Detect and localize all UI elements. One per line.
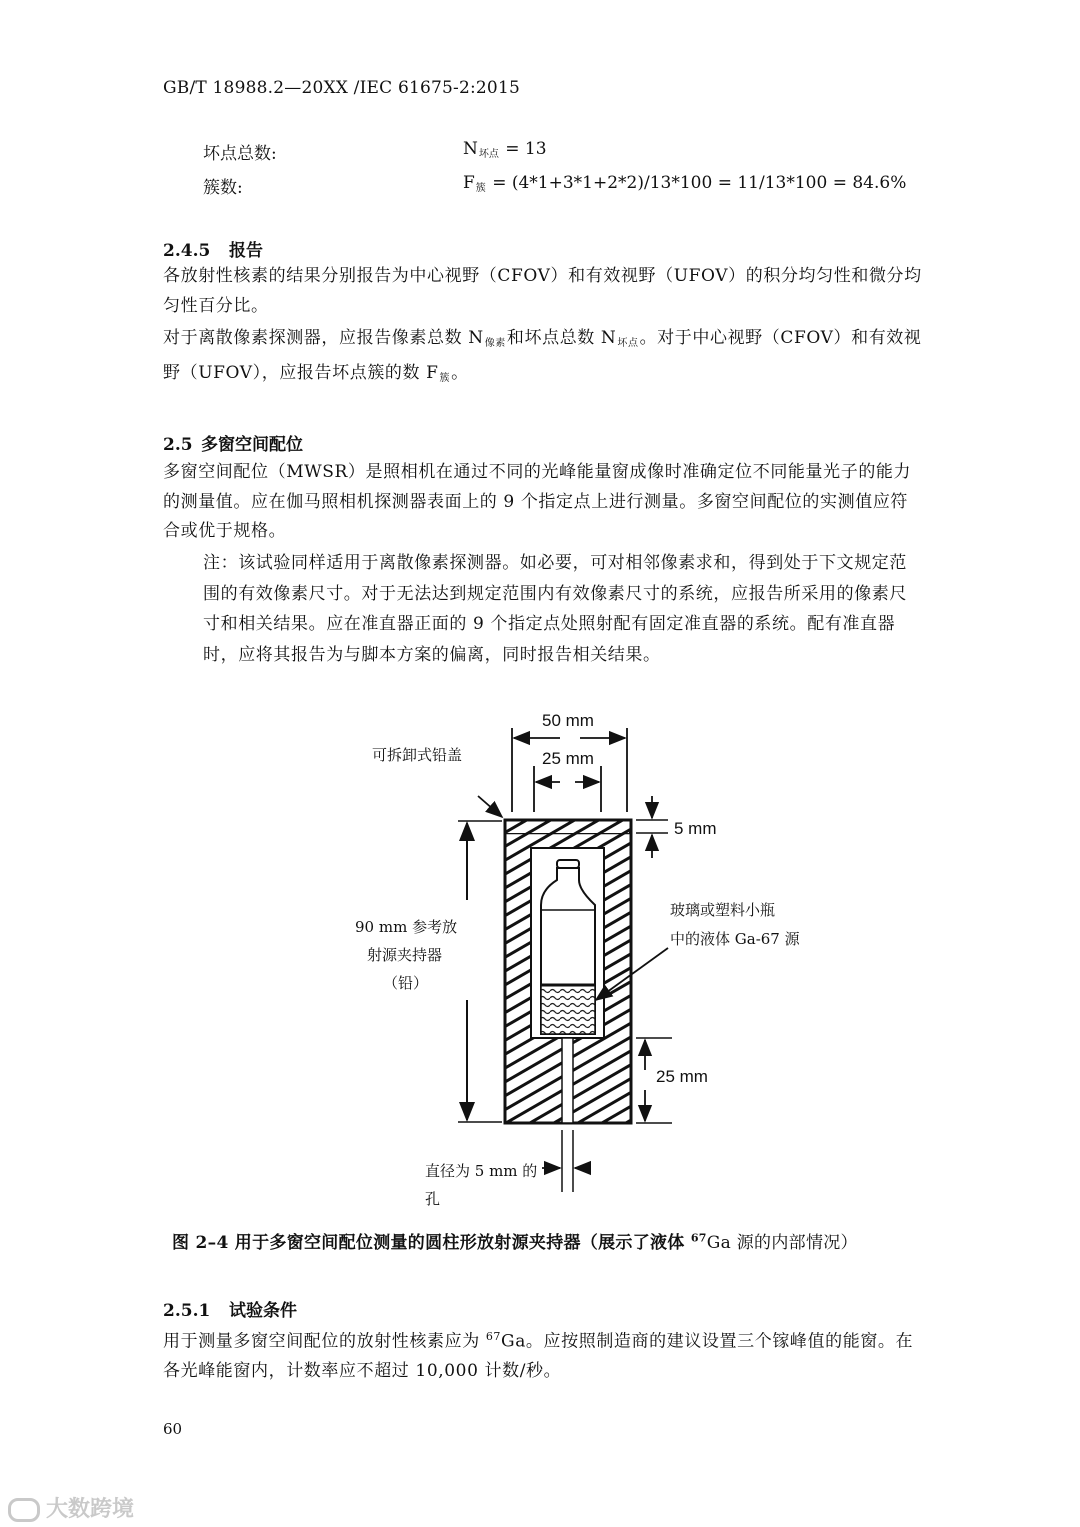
running-header: GB/T 18988.2—20XX /IEC 61675-2:2015 (163, 78, 520, 98)
dim-5mm-label: 5 mm (674, 819, 717, 838)
sub-cluster: 簇 (475, 183, 486, 194)
holder-label-3: （铅） (383, 974, 429, 992)
p2-sub1: 像素 (484, 338, 506, 349)
holder-label-2: 射源夹持器 (367, 946, 443, 964)
cluster-expr: = (4*1+3*1+2*2)/13*100 = 11/13*100 = 84.6% (492, 173, 907, 193)
section-title: 多窗空间配位 (201, 435, 303, 455)
var-f: F (463, 173, 475, 193)
p2-d: 。 (451, 362, 469, 383)
dim-25mm-side-label: 25 mm (656, 1067, 708, 1086)
hole-label-1: 直径为 5 mm 的 (425, 1162, 538, 1180)
section-2-5-1-para (163, 1322, 923, 1387)
hole-label-2: 孔 (425, 1190, 441, 1208)
section-title: 试验条件 (229, 1301, 297, 1321)
p2-c: 。对于中心视野（CFOV）和有效视野（UFOV），应报告坏点簇的数 F (163, 328, 922, 383)
caption-normal: Ga 源的内部情况） (706, 1233, 858, 1253)
vial-label-2: 中的液体 Ga-67 源 (670, 930, 800, 948)
sub-bad: 坏点 (478, 149, 499, 160)
p2-sub3: 簇 (439, 372, 451, 384)
section-2-4-5-para1: 各放射性核素的结果分别报告为中心视野（CFOV）和有效视野（UFOV）的积分均匀性和微分均匀性百分比。 (163, 266, 922, 316)
section-2-5-1-heading (163, 1296, 297, 1321)
section-number: 2.5.1 (163, 1301, 211, 1321)
section-2-5-note: 注：该试验同样适用于离散像素探测器。如必要，可对相邻像素求和，得到处于下文规定范围的有效像素尺寸。对于无法达到规定范围内有效像素尺寸的系统，应报告所采用的像素尺寸和相关结果。应在准直器正面的 9 个指定点处照射配有固定准直器的系统。配有准直器时，应将其报告为与脚本方案的偏离，同时报告相关结果。 (203, 553, 907, 665)
holder-label-1: 90 mm 参考放 (355, 918, 458, 936)
caption-bold: 图 2–4 用于多窗空间配位测量的圆柱形放射源夹持器（展示了液体 (172, 1233, 691, 1253)
p1-sup: 67 (485, 1330, 502, 1343)
figure-caption (172, 1228, 858, 1253)
p2-b: 和坏点总数 N (506, 328, 617, 348)
section-number: 2.4.5 (163, 241, 211, 261)
p2-a: 对于离散像素探测器，应报告像素总数 N (163, 328, 484, 348)
dim-25mm-top-label: 25 mm (542, 749, 594, 768)
bad-total-expr: = 13 (505, 139, 547, 159)
p1-a: 用于测量多窗空间配位的放射性核素应为 (163, 1331, 486, 1352)
cluster-label: 簇数: (203, 178, 243, 198)
p1-b: Ga。应按照制造商的建议设置三个镓峰值的能窗。在各光峰能窗内，计数率应不超过 10,000 计数/秒。 (163, 1331, 914, 1382)
watermark-text: 大数跨境 (46, 1497, 135, 1522)
vial-label-1: 玻璃或塑料小瓶 (670, 901, 776, 919)
bad-total-label: 坏点总数: (203, 144, 277, 164)
section-title: 报告 (229, 241, 263, 261)
dim-50mm-label: 50 mm (542, 711, 594, 730)
section-number: 2.5 (163, 435, 193, 455)
page-number: 60 (163, 1420, 183, 1438)
section-2-5-para1: 多窗空间配位（MWSR）是照相机在通过不同的光峰能量窗成像时准确定位不同能量光子的能力的测量值。应在伽马照相机探测器表面上的 9 个指定点上进行测量。多窗空间配位的实测值应符合或优于规格。 (163, 462, 912, 541)
lid-label: 可拆卸式铅盖 (372, 746, 463, 764)
var-n: N (463, 139, 478, 159)
watermark-icon (8, 1498, 40, 1522)
p2-sub2: 坏点 (617, 338, 639, 349)
caption-sup: 67 (690, 1231, 707, 1245)
watermark (8, 1492, 134, 1523)
